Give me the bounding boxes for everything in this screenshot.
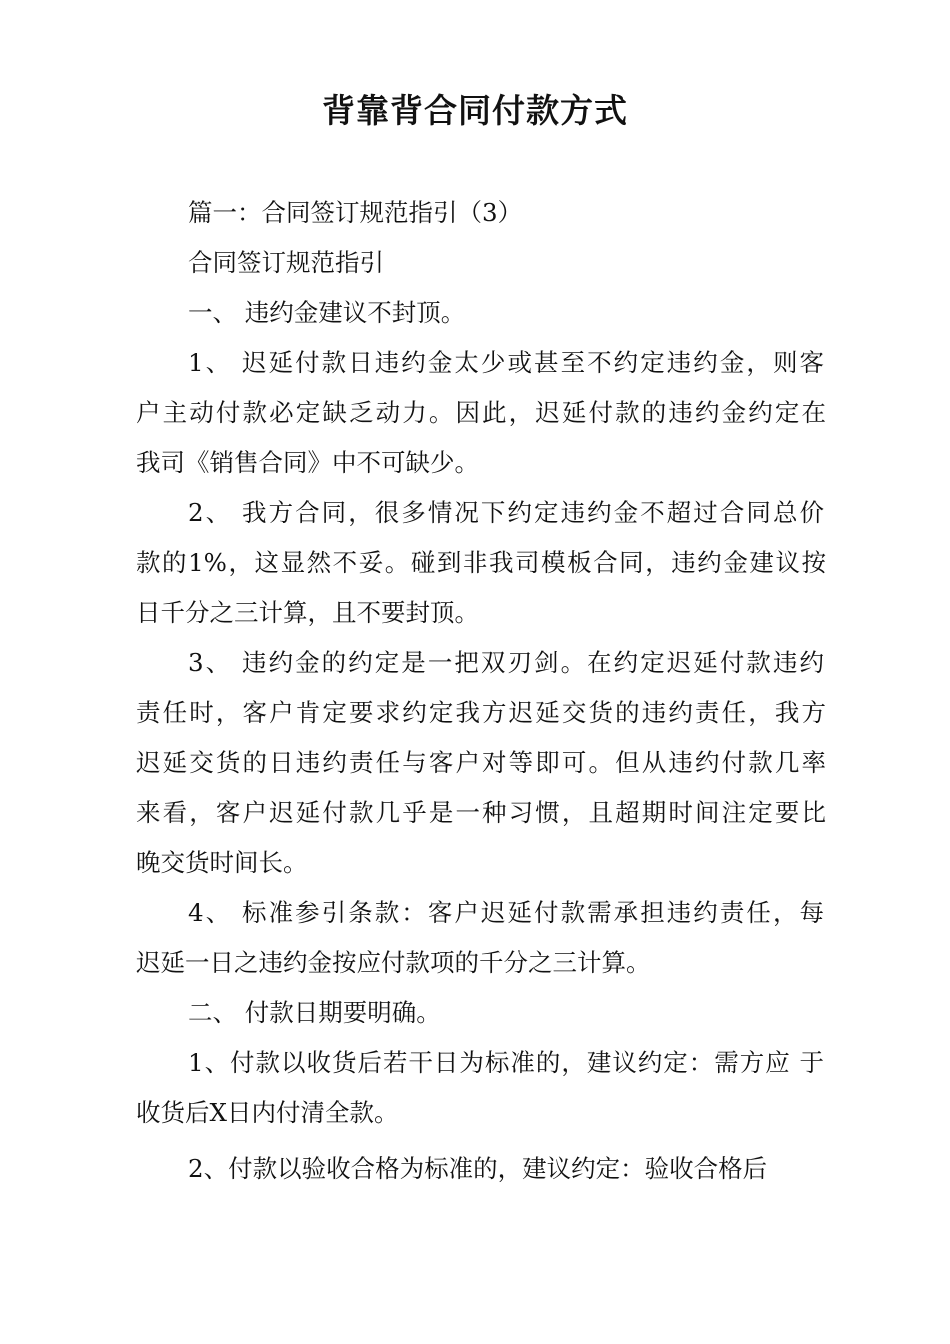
paragraph-line: 日千分之三计算，且不要封顶。 — [136, 598, 479, 627]
paragraph-line: 来看，客户迟延付款几乎是一种习惯，且超期时间注定要比 — [136, 798, 826, 827]
paragraph-line: 3、 违约金的约定是一把双刃剑。在约定迟延付款违约 — [188, 648, 824, 677]
paragraph-line: 2、 我方合同，很多情况下约定违约金不超过合同总价 — [188, 498, 824, 527]
paragraph-line: 1、付款以收货后若干日为标准的，建议约定：需方应 于 — [188, 1048, 824, 1077]
section-heading: 二、 付款日期要明确。 — [188, 998, 441, 1027]
paragraph-line: 收货后X日内付清全款。 — [136, 1098, 399, 1127]
paragraph-line: 2、付款以验收合格为标准的，建议约定：验收合格后 — [188, 1154, 768, 1183]
section-heading: 篇一：合同签订规范指引（3） — [188, 198, 523, 227]
paragraph-line: 迟延交货的日违约责任与客户对等即可。但从违约付款几率 — [136, 748, 826, 777]
subtitle-line: 合同签订规范指引 — [188, 248, 384, 277]
document-title: 背靠背合同付款方式 — [322, 91, 628, 130]
paragraph-line: 责任时，客户肯定要求约定我方迟延交货的违约责任，我方 — [136, 698, 826, 727]
paragraph-line: 迟延一日之违约金按应付款项的千分之三计算。 — [136, 948, 651, 977]
paragraph-line: 晚交货时间长。 — [136, 848, 308, 877]
paragraph-line: 我司《销售合同》中不可缺少。 — [136, 448, 479, 477]
paragraph-line: 1、 迟延付款日违约金太少或甚至不约定违约金，则客 — [188, 348, 824, 377]
paragraph-line: 款的1%，这显然不妥。碰到非我司模板合同，违约金建议按 — [136, 548, 826, 577]
paragraph-line: 户主动付款必定缺乏动力。因此，迟延付款的违约金约定在 — [136, 398, 826, 427]
section-heading: 一、 违约金建议不封顶。 — [188, 298, 466, 327]
paragraph-line: 4、 标准参引条款：客户迟延付款需承担违约责任，每 — [188, 898, 824, 927]
